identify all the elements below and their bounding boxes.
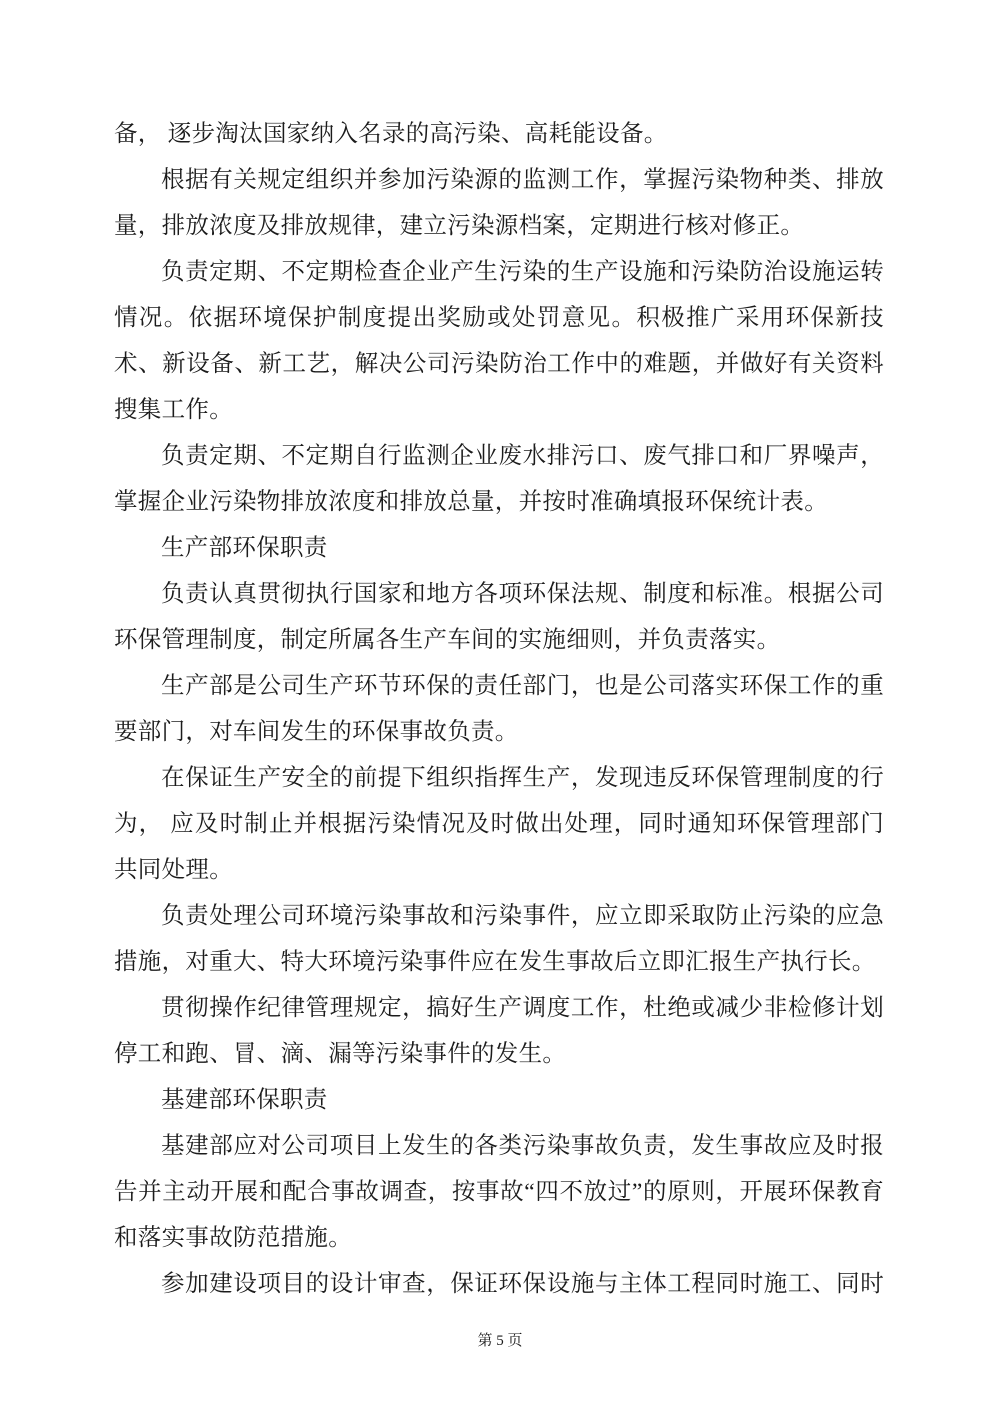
text-line: 掌握企业污染物排放浓度和排放总量，并按时准确填报环保统计表。	[114, 489, 828, 515]
text-line: 基建部应对公司项目上发生的各类污染事故负责，发生事故应及时报	[161, 1133, 884, 1159]
document-body	[114, 111, 884, 1307]
text-line: 和落实事故防范措施。	[114, 1225, 352, 1251]
text-line: 搜集工作。	[114, 397, 233, 423]
text-line: 负责定期、不定期检查企业产生污染的生产设施和污染防治设施运转	[161, 259, 884, 285]
text-line: 为， 应及时制止并根据污染情况及时做出处理，同时通知环保管理部门	[114, 811, 884, 837]
text-line: 要部门，对车间发生的环保事故负责。	[114, 719, 519, 745]
text-line: 负责处理公司环境污染事故和污染事件，应立即采取防止污染的应急	[161, 903, 884, 929]
text-line: 负责认真贯彻执行国家和地方各项环保法规、制度和标准。根据公司	[161, 581, 884, 607]
text-line: 告并主动开展和配合事故调查，按事故“四不放过”的原则，开展环保教育	[114, 1179, 884, 1205]
text-line: 贯彻操作纪律管理规定，搞好生产调度工作，杜绝或减少非检修计划	[161, 995, 884, 1021]
text-line: 环保管理制度，制定所属各生产车间的实施细则，并负责落实。	[114, 627, 781, 653]
text-line: 参加建设项目的设计审查，保证环保设施与主体工程同时施工、同时	[161, 1271, 884, 1297]
text-line: 共同处理。	[114, 857, 233, 883]
text-line: 负责定期、不定期自行监测企业废水排污口、废气排口和厂界噪声，	[161, 443, 884, 469]
text-line: 在保证生产安全的前提下组织指挥生产，发现违反环保管理制度的行	[161, 765, 884, 791]
text-line: 量，排放浓度及排放规律，建立污染源档案，定期进行核对修正。	[114, 213, 805, 239]
text-line: 停工和跑、冒、滴、漏等污染事件的发生。	[114, 1041, 567, 1067]
text-line: 情况。依据环境保护制度提出奖励或处罚意见。积极推广采用环保新技	[114, 305, 884, 331]
text-line: 根据有关规定组织并参加污染源的监测工作，掌握污染物种类、排放	[161, 167, 884, 193]
text-line: 生产部环保职责	[161, 535, 328, 561]
text-line: 措施，对重大、特大环境污染事件应在发生事故后立即汇报生产执行长。	[114, 949, 876, 975]
text-line: 术、新设备、新工艺，解决公司污染防治工作中的难题，并做好有关资料	[114, 351, 884, 377]
page-number: 第 5 页	[477, 1333, 523, 1349]
text-line: 基建部环保职责	[161, 1087, 328, 1113]
text-line: 备， 逐步淘汰国家纳入名录的高污染、高耗能设备。	[114, 121, 668, 147]
text-line: 生产部是公司生产环节环保的责任部门，也是公司落实环保工作的重	[161, 673, 884, 699]
